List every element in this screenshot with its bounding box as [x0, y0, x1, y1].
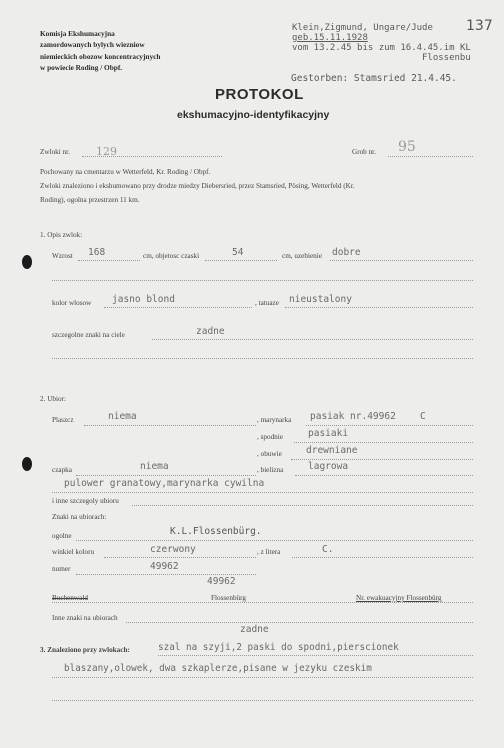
- extra-clothing: pulower granatowy,marynarka cywilna: [64, 478, 265, 489]
- cap-value: niema: [140, 461, 169, 472]
- blank-line: [52, 280, 473, 281]
- blank-line: [52, 492, 473, 493]
- angle-color-value: czerwony: [150, 544, 196, 555]
- cap-label: czapka: [52, 466, 72, 474]
- skull-value: 54: [232, 247, 244, 258]
- skull-label: cm, objetosc czaski: [143, 252, 200, 260]
- letter-line: [292, 557, 473, 558]
- grave-number: 95: [398, 139, 416, 155]
- other-marks-value: zadne: [240, 624, 269, 635]
- number-label: numer: [52, 565, 71, 573]
- letter-value: C.: [322, 544, 334, 555]
- other-marks-line: [126, 622, 473, 623]
- hair-line: [104, 307, 252, 308]
- hair-value: jasno blond: [112, 294, 175, 305]
- found-location-cont: Roding), ogolna przestrzen 11 km.: [40, 196, 140, 204]
- found-items-underline2: [52, 677, 473, 678]
- death-note: Gestorben: Stamsried 21.4.45.: [291, 73, 457, 84]
- prior-camp: Buchenwald: [52, 594, 88, 602]
- underwear-line: [295, 475, 473, 476]
- burial-place: Pochowany na cmentarzu w Wetterfeld, Kr. Roding / Obpf.: [40, 168, 211, 176]
- other-clothing-line: [132, 505, 473, 506]
- teeth-label: cm, uzebienie: [282, 252, 322, 260]
- evacuation-number-label: Nr. ewakuacyjny Flossenbürg: [356, 594, 442, 602]
- coat-line: [84, 425, 256, 426]
- angle-color-label: winkiel koloru: [52, 548, 95, 556]
- blank-line: [52, 700, 473, 701]
- coat-value: niema: [108, 411, 137, 422]
- typed-prisoner-note: Klein,Zigmund, Ungare/Jude geb.15.11.1928 vom 13.2.45 bis zum 16.4.45.im KL Flossenbu: [292, 23, 471, 63]
- trousers-label: , spodnie: [257, 433, 283, 441]
- marks-value: zadne: [196, 326, 225, 337]
- jacket-line: [306, 425, 473, 426]
- height-line: [78, 260, 140, 261]
- remains-label: Zwloki nr.: [40, 148, 70, 156]
- height-label: Wzrost: [52, 252, 73, 260]
- jacket-value: pasiak nr.49962: [310, 411, 396, 422]
- angle-color-line: [104, 557, 256, 558]
- cap-line: [76, 475, 256, 476]
- underwear-label: , bielizna: [257, 466, 284, 474]
- coat-label: Plaszcz: [52, 416, 74, 424]
- page-title: PROTOKOL: [215, 86, 304, 103]
- jacket-label: , marynarka: [257, 416, 292, 424]
- page-number: 137: [466, 18, 493, 34]
- remains-number: 129: [96, 145, 117, 158]
- general-value: K.L.Flossenbürg.: [170, 526, 262, 537]
- clothing-marks-label: Znaki na ubiorach:: [52, 513, 107, 521]
- trousers-line: [294, 442, 473, 443]
- marks-label: szczegolne znaki na ciele: [52, 331, 125, 339]
- teeth-line: [330, 260, 473, 261]
- grave-line: [388, 156, 473, 157]
- section1-title: 1. Opis zwlok:: [40, 231, 83, 239]
- other-marks-label: Inne znaki na ubiorach: [52, 614, 118, 622]
- height-value: 168: [88, 247, 106, 258]
- jacket-mark: C: [420, 411, 426, 422]
- found-location: Zwloki znaleziono i ekshumowano przy drodze miedzy Diebersried, przez Stamsried, Pösing, Wetterfeld (Kr.: [40, 182, 355, 190]
- shoes-line: [291, 459, 473, 460]
- number-value: 49962: [150, 561, 179, 572]
- general-line: [76, 540, 473, 541]
- section3-title: 3. Znaleziono przy zwlokach:: [40, 646, 130, 654]
- found-items-line1: szal na szyji,2 paski do spodni,pierscionek: [158, 642, 399, 653]
- skull-line: [205, 260, 277, 261]
- grave-label: Grob nr.: [352, 148, 376, 156]
- found-items-underline: [158, 655, 473, 656]
- found-items-line2: blaszany,olowek, dwa szkaplerze,pisane w jezyku czeskim: [64, 663, 372, 674]
- camp-name: Flossenbürg: [211, 594, 247, 602]
- camp-line: [52, 602, 473, 603]
- trousers-value: pasiaki: [308, 428, 349, 439]
- punch-hole: [22, 255, 32, 269]
- marks-line: [152, 339, 473, 340]
- number-line: [76, 574, 256, 575]
- underwear-value: lagrowa: [308, 461, 349, 472]
- page-subtitle: ekshumacyjno-identyfikacyjny: [177, 109, 330, 121]
- blank-line: [52, 358, 473, 359]
- tattoo-label: , tatuaze: [255, 299, 279, 307]
- letter-label: , z litera: [257, 548, 281, 556]
- tattoo-value: nieustalony: [289, 294, 352, 305]
- other-clothing-label: i inne szczegoly ubioru: [52, 497, 119, 505]
- section2-title: 2. Ubior:: [40, 395, 66, 403]
- tattoo-line: [285, 307, 473, 308]
- teeth-value: dobre: [332, 247, 361, 258]
- punch-hole: [22, 457, 32, 471]
- hair-label: kolor wlosow: [52, 299, 92, 307]
- shoes-value: drewniane: [306, 445, 358, 456]
- general-label: ogolne: [52, 532, 72, 540]
- number-repeat: 49962: [207, 576, 236, 587]
- shoes-label: , obuwie: [257, 450, 282, 458]
- commission-header: Komisja Ekshumacyjna zamordowanych bylych wiezniow niemieckich obozow koncentracyjnych w powiecie Roding / Obpf.: [40, 29, 161, 72]
